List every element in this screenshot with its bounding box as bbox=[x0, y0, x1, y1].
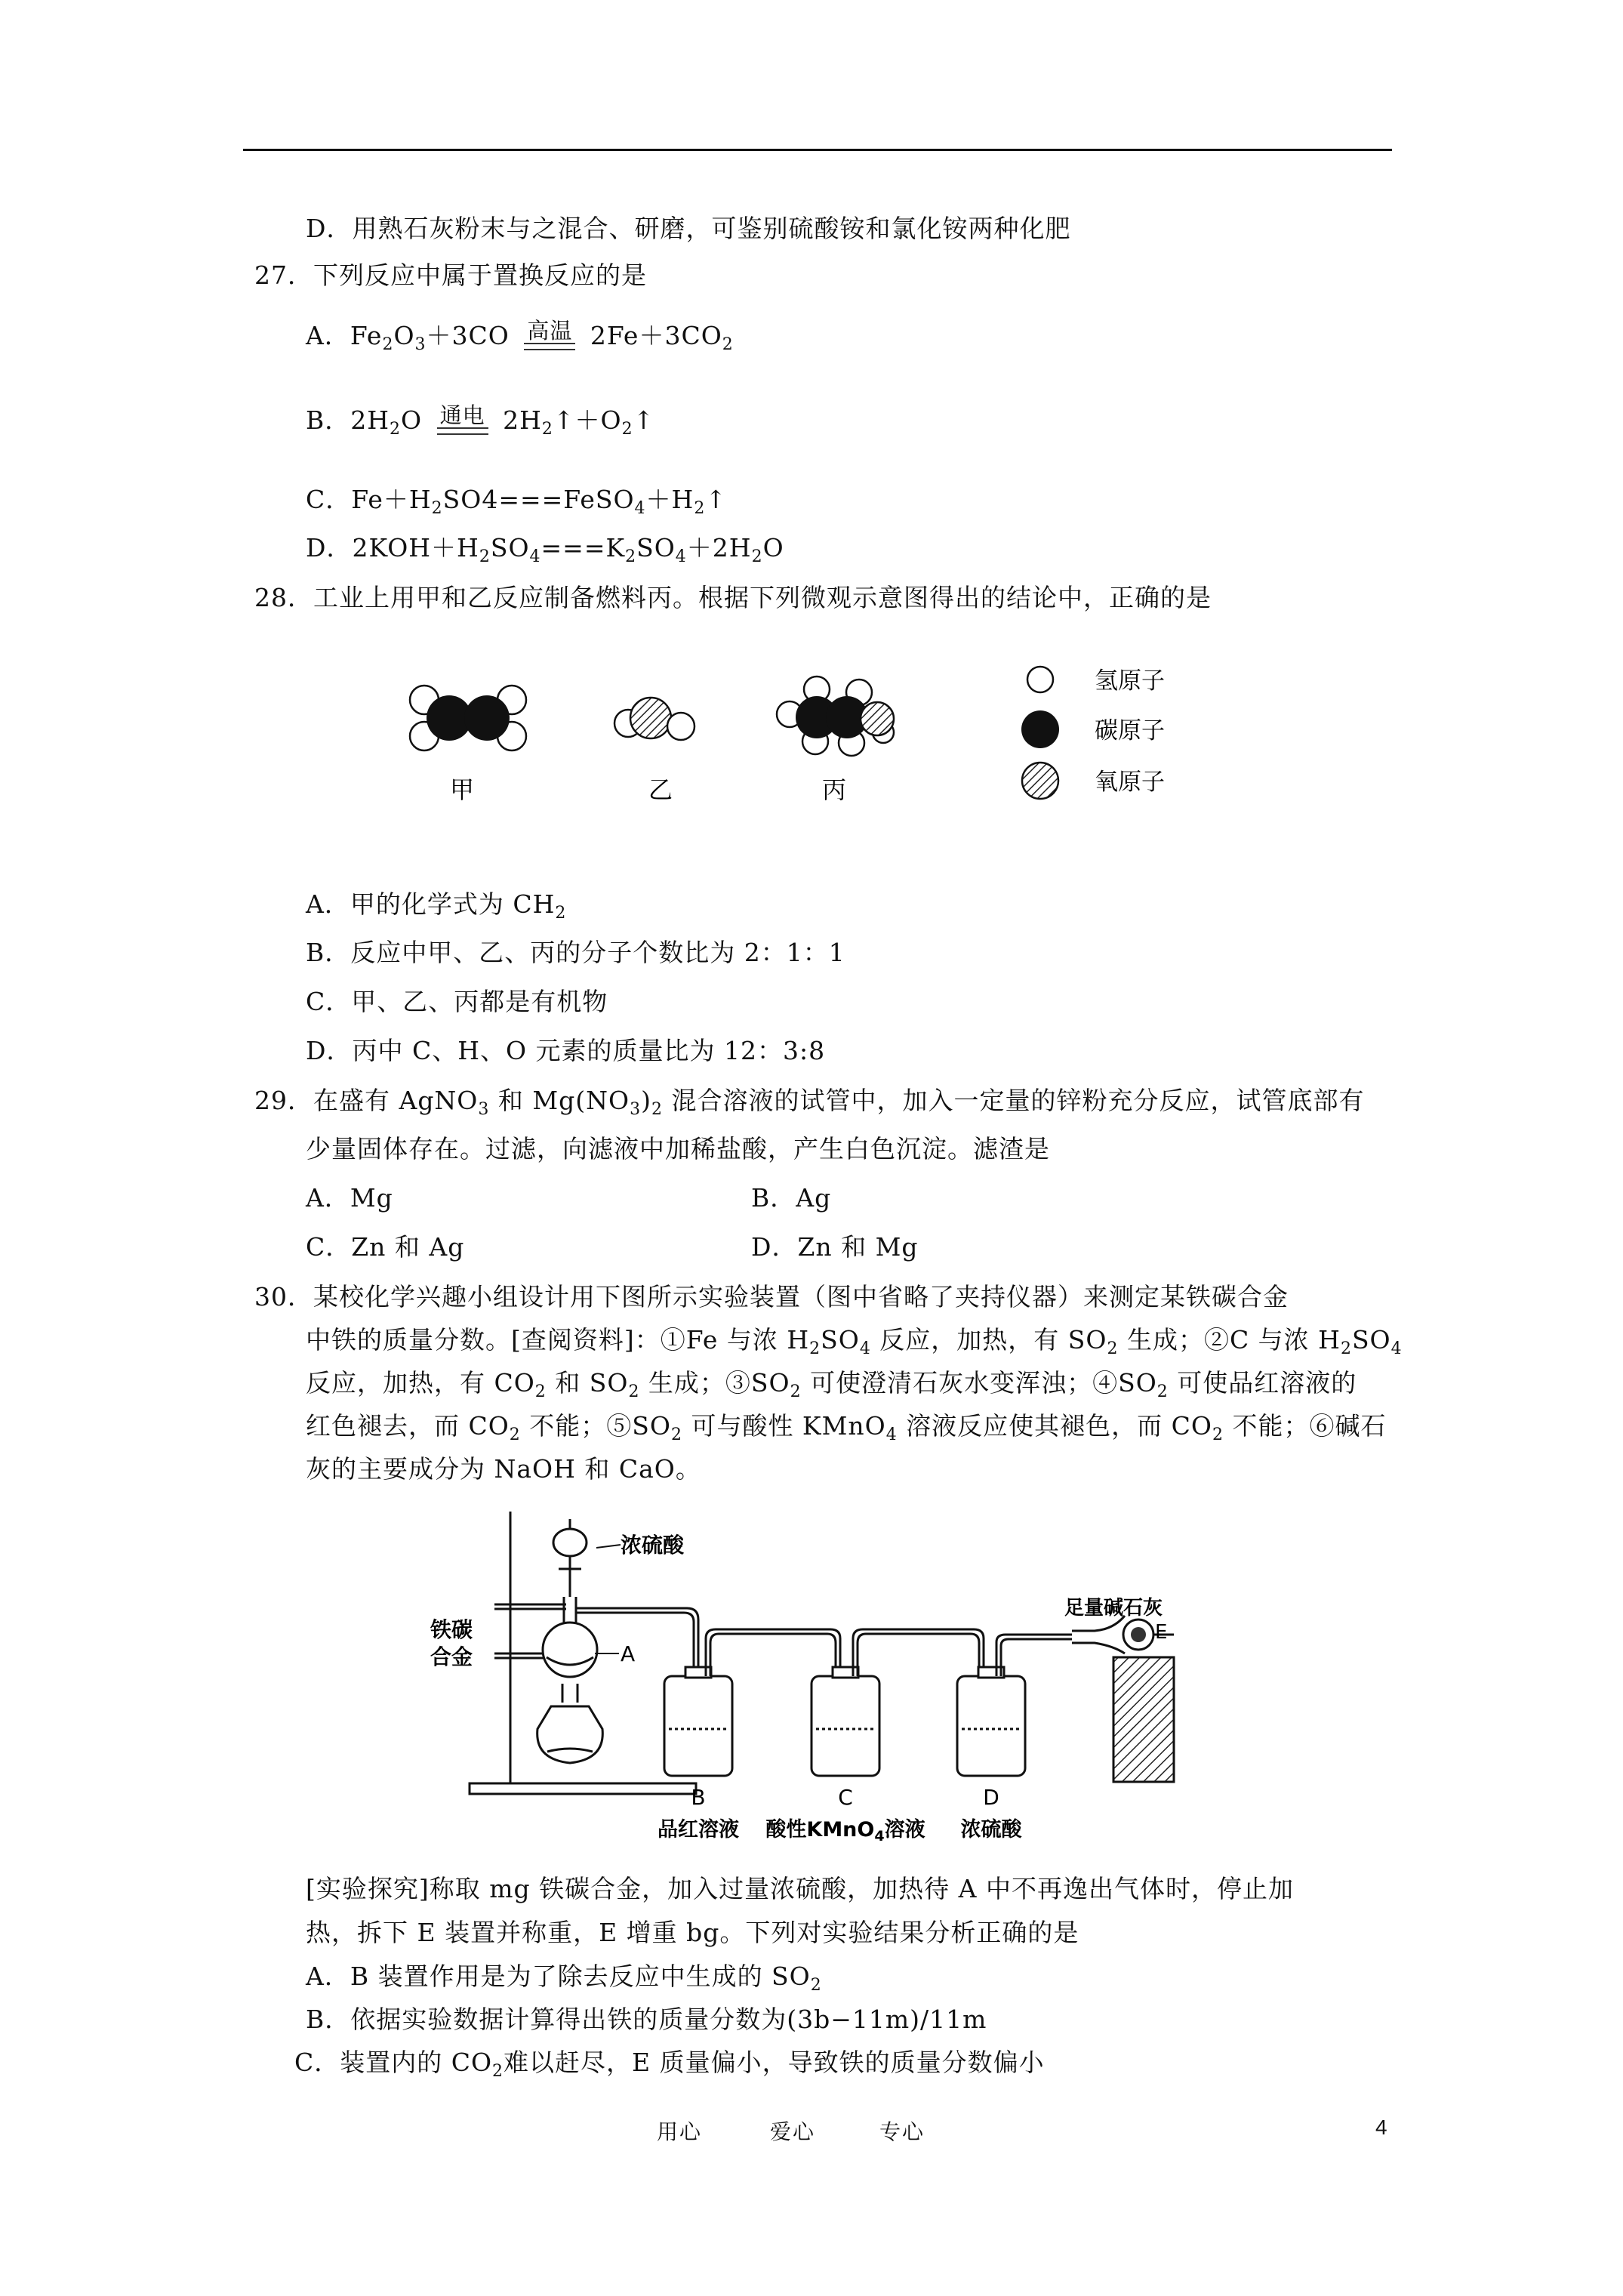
legend bbox=[1021, 667, 1165, 799]
legend-oxygen: 氧原子 bbox=[1095, 769, 1165, 796]
q29-option-d: D．Zn 和 Mg bbox=[751, 1232, 919, 1262]
page-number: 4 bbox=[1375, 2116, 1389, 2139]
label-c: C bbox=[838, 1785, 853, 1810]
q28-option-c: C．甲、乙、丙都是有机物 bbox=[306, 987, 608, 1016]
caption-d: 浓硫酸 bbox=[960, 1818, 1022, 1841]
caption-c: 酸性KMnO$_4$溶液 bbox=[765, 1818, 925, 1845]
q28-option-b: B．反应中甲、乙、丙的分子个数比为 2：1：1 bbox=[306, 938, 845, 967]
q27-option-b: B．$2H_2O$ 通电 $2H_2↑+O_2↑$ bbox=[306, 402, 655, 439]
q30-line3: 反应，加热，有 $CO_2$ 和 $SO_2$ 生成；$③SO_2$ 可使澄清石灰水变浑浊；$④SO_2$ 可使品红溶液的 bbox=[306, 1368, 1357, 1401]
molecule-yi bbox=[614, 698, 694, 740]
footer-motto-2: 爱心 bbox=[770, 2119, 816, 2144]
q27-option-a: A．$Fe_2O_3+3CO$ 高温 $2Fe+3CO_2$ bbox=[306, 318, 734, 354]
q30-paragraph-2: 热，拆下 E 装置并称重，E 增重 bg。下列对实验结果分析正确的是 bbox=[306, 1918, 1079, 1947]
q29-option-b: B．Ag bbox=[751, 1183, 832, 1213]
q30-line5: 灰的主要成分为 NaOH 和 CaO。 bbox=[306, 1454, 701, 1484]
molecule-jia bbox=[410, 686, 526, 750]
label-soda-lime: 足量碱石灰 bbox=[1064, 1597, 1163, 1620]
q28-option-a: A．甲的化学式为 $CH_2$ bbox=[306, 889, 567, 923]
header-rule bbox=[243, 149, 1392, 151]
apparatus-diagram bbox=[408, 1502, 1246, 1850]
caption-b: 品红溶液 bbox=[658, 1818, 739, 1841]
label-alloy-2: 合金 bbox=[430, 1644, 473, 1669]
legend-hydrogen: 氢原子 bbox=[1095, 667, 1165, 695]
label-a: A bbox=[621, 1641, 636, 1666]
q27-option-c: C．$Fe+H_2SO4===FeSO_4+H_2↑$ bbox=[306, 485, 727, 518]
q29-option-c: C．Zn 和 Ag bbox=[306, 1232, 465, 1262]
q28-option-d: D．丙中 C、H、O 元素的质量比为 12：3:8 bbox=[306, 1036, 826, 1065]
legend-carbon: 碳原子 bbox=[1095, 717, 1165, 744]
condition-high-temp: 高温 bbox=[527, 318, 573, 344]
q29-stem-line2: 少量固体存在。过滤，向滤液中加稀盐酸，产生白色沉淀。滤渣是 bbox=[306, 1134, 1050, 1163]
q30-option-c: C．装置内的 $CO_2$难以赶尽，E 质量偏小，导致铁的质量分数偏小 bbox=[294, 2048, 1045, 2081]
q30-paragraph-1: [实验探究]称取 mg 铁碳合金，加入过量浓硫酸，加热待 A 中不再逸出气体时，停止加 bbox=[306, 1874, 1294, 1903]
molecule-bing bbox=[777, 676, 894, 756]
condition-electric: 通电 bbox=[439, 402, 485, 428]
molecule-diagram bbox=[393, 657, 1253, 815]
q28-stem: 28．工业上用甲和乙反应制备燃料丙。根据下列微观示意图得出的结论中，正确的是 bbox=[254, 583, 1212, 612]
q30-option-a: A．B 装置作用是为了除去反应中生成的 $SO_2$ bbox=[306, 1962, 822, 1995]
q30-option-b: B．依据实验数据计算得出铁的质量分数为(3b−11m)/11m bbox=[306, 2005, 987, 2034]
q29-option-a: A．Mg bbox=[306, 1183, 393, 1213]
label-bing: 丙 bbox=[821, 775, 847, 804]
footer-motto-3: 专心 bbox=[879, 2119, 925, 2144]
label-alloy-1: 铁碳 bbox=[430, 1617, 473, 1642]
q30-line2: 中铁的质量分数。[查阅资料]：①Fe 与浓 $H_2SO_4$ 反应，加热，有 $SO_2$ 生成；②C 与浓 $H_2SO_4$ bbox=[306, 1325, 1403, 1358]
q29-stem-line1: 29．在盛有 AgNO$_3$ 和 $Mg(NO_3)_2$ 混合溶液的试管中，加入一定量的锌粉充分反应，试管底部有 bbox=[254, 1086, 1365, 1119]
footer-motto-1: 用心 bbox=[657, 2119, 703, 2144]
label-conc-acid-top: 浓硫酸 bbox=[621, 1533, 685, 1558]
q30-line1: 30．某校化学兴趣小组设计用下图所示实验装置（图中省略了夹持仪器）来测定某铁碳合金 bbox=[254, 1282, 1289, 1311]
q27-stem: 27．下列反应中属于置换反应的是 bbox=[254, 260, 647, 290]
q27-option-d: D．$2KOH+H_2SO_4===K_2SO_4+2H_2O$ bbox=[306, 533, 784, 566]
label-b: B bbox=[691, 1785, 706, 1810]
label-d: D bbox=[983, 1785, 999, 1810]
q30-line4: 红色褪去，而 $CO_2$ 不能；$⑤SO_2$ 可与酸性 KMnO$_4$ 溶液反应使其褪色，而 $CO_2$ 不能；⑥碱石 bbox=[306, 1411, 1387, 1444]
label-yi: 乙 bbox=[648, 775, 673, 804]
q26-option-d: D．用熟石灰粉末与之混合、研磨，可鉴别硫酸铵和氯化铵两种化肥 bbox=[306, 214, 1071, 243]
label-jia: 甲 bbox=[449, 775, 475, 804]
label-e: E bbox=[1155, 1621, 1168, 1644]
